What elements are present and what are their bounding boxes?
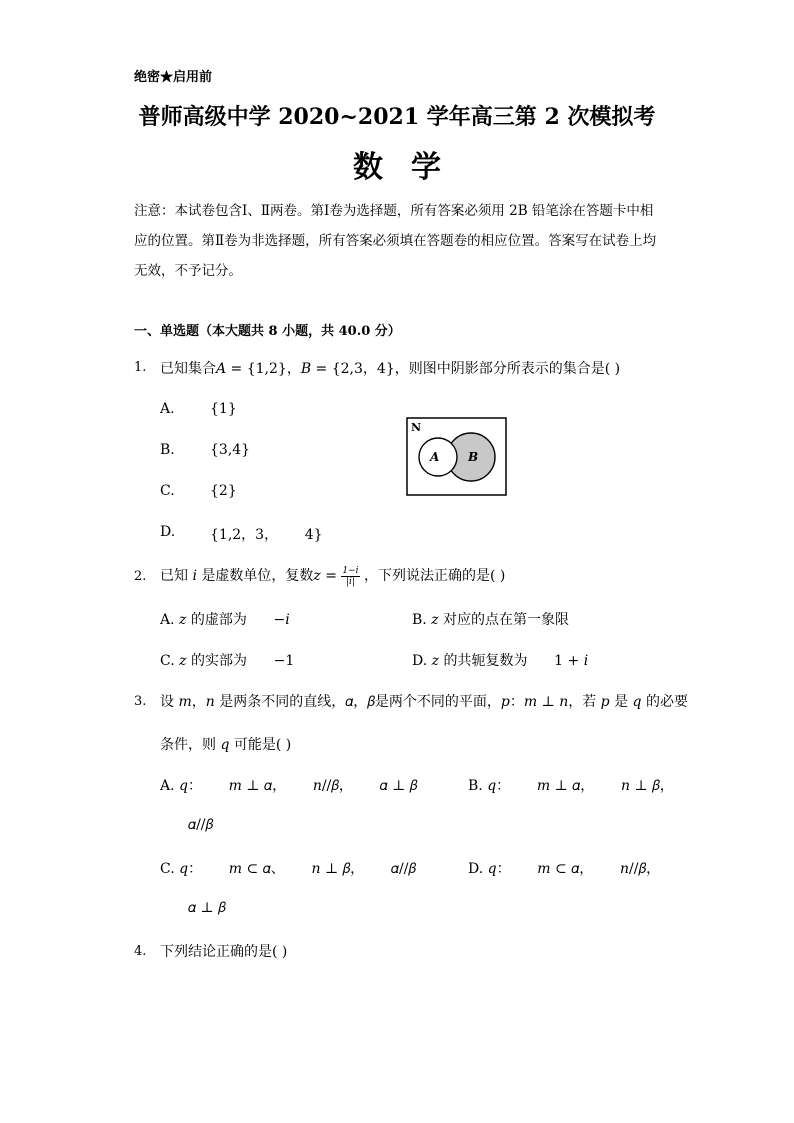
question-number: 3. (134, 694, 147, 709)
option-label: C. (160, 861, 175, 877)
question-number: 1. (134, 360, 147, 375)
option-d (412, 650, 588, 670)
option-label: B. (468, 778, 483, 794)
subject-title: 数学 (353, 150, 469, 185)
section-heading: 一、单选题（本大题共 8 小题，共 40.0 分） (134, 324, 401, 339)
set-a-label: A (430, 450, 440, 464)
question-text (160, 565, 505, 587)
option-label: A. (160, 401, 175, 417)
option-value: 𝑞： 𝑚 ⊂ 𝛼， 𝑛//𝛽， (487, 861, 661, 877)
option-label: C. (160, 653, 175, 669)
option-value: 𝑞： 𝑚 ⊂ 𝛼、 𝑛 ⊥ 𝛽， 𝛼//𝛽 (179, 861, 417, 877)
option-c (160, 858, 416, 878)
fraction-numerator: 1−𝑖 (342, 565, 359, 576)
option-value: 𝑧 对应的点在第一象限 (431, 612, 570, 628)
option-value: 𝑧 的虚部为 −𝑖 (179, 612, 290, 628)
question-text-line1: 设 𝑚，𝑛 是两条不同的直线，𝛼，𝛽是两个不同的平面，𝑝：𝑚 ⊥ 𝑛，若 𝑝 是 𝑞 的必要 (160, 694, 688, 710)
option-d (468, 858, 660, 878)
option-d-continued: 𝛼 ⊥ 𝛽 (188, 900, 226, 916)
question-number: 4. (134, 944, 147, 959)
option-label: C. (160, 483, 175, 499)
option-b-continued: 𝛼//𝛽 (188, 817, 214, 833)
question-number: 2. (134, 569, 147, 584)
option-b (468, 775, 674, 795)
set-b-label: B (468, 450, 479, 464)
question-text: 下列结论正确的是( ) (160, 944, 288, 960)
option-label: B. (412, 612, 427, 628)
fraction-denominator: |𝑖| (345, 576, 355, 587)
question-text-line2: 条件，则 𝑞 可能是( ) (160, 737, 292, 753)
question-text-before: 已知 𝑖 是虚数单位，复数𝑧 = (160, 568, 337, 584)
option-value: 𝑧 的共轭复数为 1 + 𝑖 (431, 653, 589, 669)
option-label: D. (468, 861, 484, 877)
option-label: A. (160, 778, 175, 794)
option-label: D. (412, 653, 428, 669)
universe-label: N (411, 421, 422, 434)
question-text: 已知集合𝐴 = {1,2}，𝐵 = {2,3，4}，则图中阴影部分所表示的集合是( ) (160, 361, 621, 377)
option-value: {1,2，3， 4} (210, 527, 323, 543)
option-a (160, 775, 417, 795)
option-label: D. (160, 524, 176, 540)
option-value: {3,4} (210, 442, 251, 458)
venn-diagram (404, 415, 510, 501)
question-text-after: ，下列说法正确的是( ) (364, 568, 506, 584)
exam-notice: 注意：本试卷包含Ⅰ、Ⅱ两卷。第Ⅰ卷为选择题，所有答案必须用 2B 铅笔涂在答题卡中相应的位置。第Ⅱ卷为非选择题，所有答案必须填在答题卷的相应位置。答案写在试卷上均无效，不予记分。 (134, 203, 657, 279)
option-value: 𝑞： 𝑚 ⊥ 𝛼， 𝑛 ⊥ 𝛽， (487, 778, 674, 794)
option-label: B. (160, 442, 175, 458)
option-value: 𝑧 的实部为 −1 (179, 653, 295, 669)
option-b (412, 609, 569, 629)
fraction (341, 566, 359, 587)
option-c (160, 650, 294, 670)
option-value: {1} (210, 401, 237, 417)
option-value: {2} (210, 483, 237, 499)
option-a (160, 609, 290, 629)
confidential-mark: 绝密★启用前 (134, 70, 213, 85)
exam-title: 普师高级中学 2020~2021 学年高三第 2 次模拟考 (138, 104, 656, 130)
option-label: A. (160, 612, 175, 628)
option-value: 𝑞： 𝑚 ⊥ 𝛼， 𝑛//𝛽， 𝛼 ⊥ 𝛽 (179, 778, 418, 794)
